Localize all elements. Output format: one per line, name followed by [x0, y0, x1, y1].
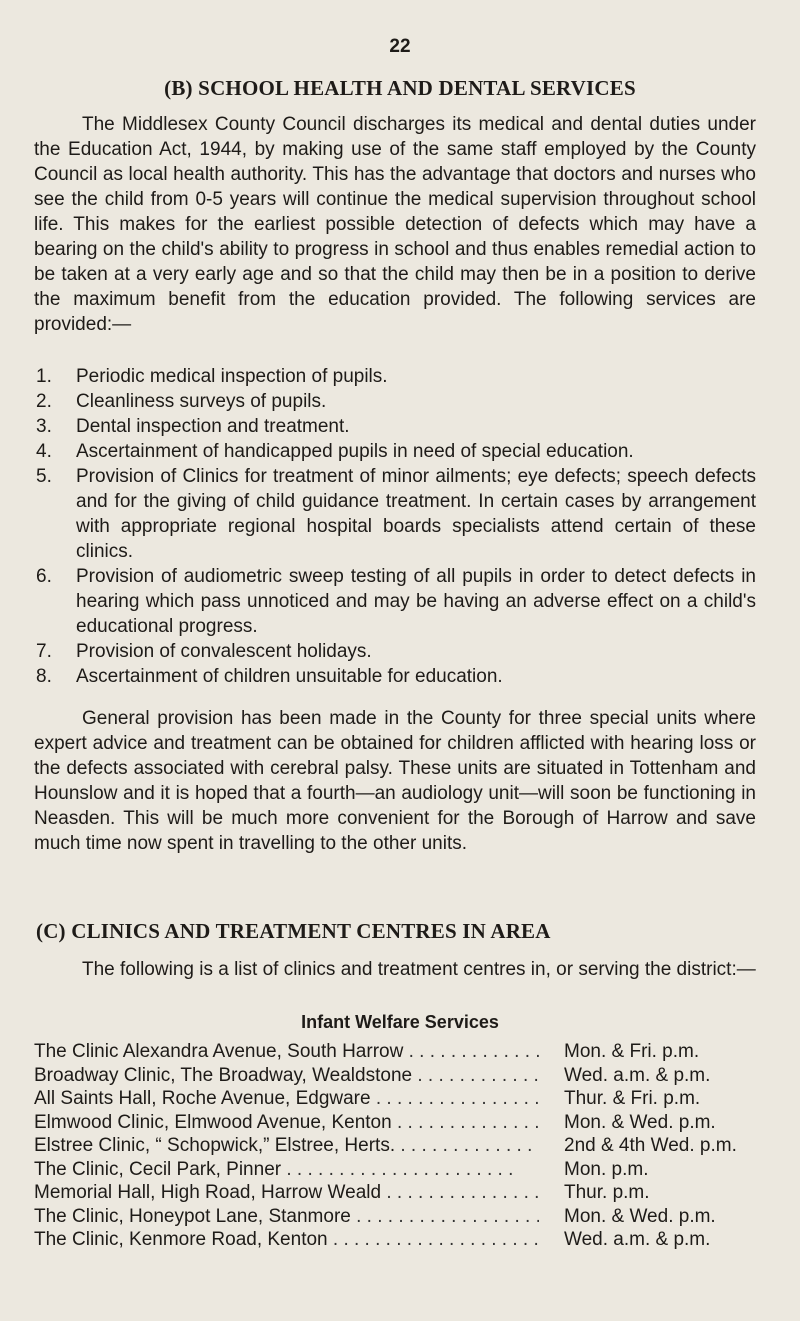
- clinic-name: Elstree Clinic, “ Schopwick,” Elstree, Herts. . .: [34, 1134, 539, 1158]
- list-item: [34, 414, 756, 439]
- list-item-text: Provision of convalescent holidays.: [76, 641, 372, 662]
- clinic-time: Mon. & Fri. p.m.: [564, 1041, 700, 1062]
- table-row: [34, 1087, 764, 1111]
- list-item: [34, 464, 756, 564]
- clinics-list: [34, 1040, 764, 1252]
- section-b-intro: The Middlesex County Council discharges its medical and dental duties under the Education Act, 1944, by making use of the same staff employed by the County Council as local health authority. This has the advantage that doctors and nurses who see the child from 0-5 years will continue the medical supervision throughout school life. This makes for the earliest possible detection of defects which may have a bearing on the child's ability to progress in school and thus enables remedial action to be taken at a very early age and so that the child may then be in a position to derive the maximum benefit from the education provided. The following services are provided:—: [34, 114, 756, 335]
- clinic-time: 2nd & 4th Wed. p.m.: [564, 1135, 737, 1156]
- list-item-text: Provision of Clinics for treatment of minor ailments; eye defects; speech defects and for the giving of child guidance treatment. In certain cases by arrangement with appropriate regional hospital boards specialists attend certain of these clinics.: [76, 466, 756, 562]
- clinic-name: The Clinic, Kenmore Road, Kenton . .: [34, 1228, 539, 1252]
- services-list: [34, 364, 756, 689]
- list-item-text: Cleanliness surveys of pupils.: [76, 391, 327, 412]
- list-item: [34, 639, 756, 664]
- table-row: [34, 1111, 764, 1135]
- clinic-name: All Saints Hall, Roche Avenue, Edgware . .: [34, 1087, 539, 1111]
- clinic-name: Elmwood Clinic, Elmwood Avenue, Kenton . .: [34, 1111, 539, 1135]
- list-item-number: 7.: [36, 641, 52, 662]
- clinic-time: Thur. & Fri. p.m.: [564, 1088, 701, 1109]
- clinic-time: Wed. a.m. & p.m.: [564, 1064, 711, 1086]
- list-item: [34, 364, 756, 389]
- list-item: [34, 664, 756, 689]
- list-item-text: Dental inspection and treatment.: [76, 416, 350, 437]
- list-item-text: Periodic medical inspection of pupils.: [76, 366, 388, 387]
- general-provision-paragraph: General provision has been made in the County for three special units where expert advice and treatment can be obtained for children afflicted with hearing loss or the defects associated with cerebral palsy. These units are situated in Tottenham and Hounslow and it is hoped that a fourth—an audiology unit—will soon be functioning in Neasden. This will be much more convenient for the Borough of Harrow and save much time now spent in travelling to the other units.: [34, 708, 756, 854]
- clinic-time: Mon. & Wed. p.m.: [564, 1111, 716, 1133]
- section-c-intro: The following is a list of clinics and treatment centres in, or serving the district:—: [82, 959, 756, 980]
- clinic-time: Mon. p.m.: [564, 1158, 649, 1180]
- list-item-number: 8.: [36, 666, 52, 687]
- list-item-number: 3.: [36, 416, 52, 437]
- clinic-name: Memorial Hall, High Road, Harrow Weald . .: [34, 1181, 539, 1205]
- list-item: [34, 439, 756, 464]
- section-b-heading: (B) SCHOOL HEALTH AND DENTAL SERVICES: [164, 76, 636, 100]
- list-item-number: 2.: [36, 391, 52, 412]
- table-row: [34, 1181, 764, 1205]
- list-item: [34, 389, 756, 414]
- list-item-number: 6.: [36, 566, 52, 587]
- list-item: [34, 564, 756, 639]
- clinic-name: Broadway Clinic, The Broadway, Wealdstone . .: [34, 1064, 539, 1088]
- infant-welfare-subheading: Infant Welfare Services: [301, 1012, 499, 1032]
- list-item-text: Ascertainment of handicapped pupils in need of special education.: [76, 441, 634, 462]
- table-row: [34, 1040, 764, 1064]
- clinic-name: The Clinic, Honeypot Lane, Stanmore . .: [34, 1205, 539, 1229]
- list-item-number: 4.: [36, 441, 52, 462]
- section-c-heading: (C) CLINICS AND TREATMENT CENTRES IN AREA: [36, 919, 551, 943]
- clinic-name: The Clinic Alexandra Avenue, South Harrow . .: [34, 1040, 539, 1064]
- clinic-name: The Clinic, Cecil Park, Pinner . .: [34, 1158, 539, 1182]
- table-row: [34, 1064, 764, 1088]
- table-row: [34, 1134, 764, 1158]
- list-item-text: Provision of audiometric sweep testing of all pupils in order to detect defects in hearing which pass unnoticed and may be having an adverse effect on a child's educational progress.: [76, 566, 756, 637]
- page-number: 22: [389, 36, 411, 57]
- table-row: [34, 1205, 764, 1229]
- table-row: [34, 1158, 764, 1182]
- list-item-number: 5.: [36, 466, 52, 487]
- list-item-text: Ascertainment of children unsuitable for education.: [76, 666, 503, 687]
- clinic-time: Thur. p.m.: [564, 1182, 650, 1203]
- list-item-number: 1.: [36, 366, 52, 387]
- table-row: [34, 1228, 764, 1252]
- clinic-time: Wed. a.m. & p.m.: [564, 1229, 711, 1250]
- clinic-time: Mon. & Wed. p.m.: [564, 1205, 716, 1227]
